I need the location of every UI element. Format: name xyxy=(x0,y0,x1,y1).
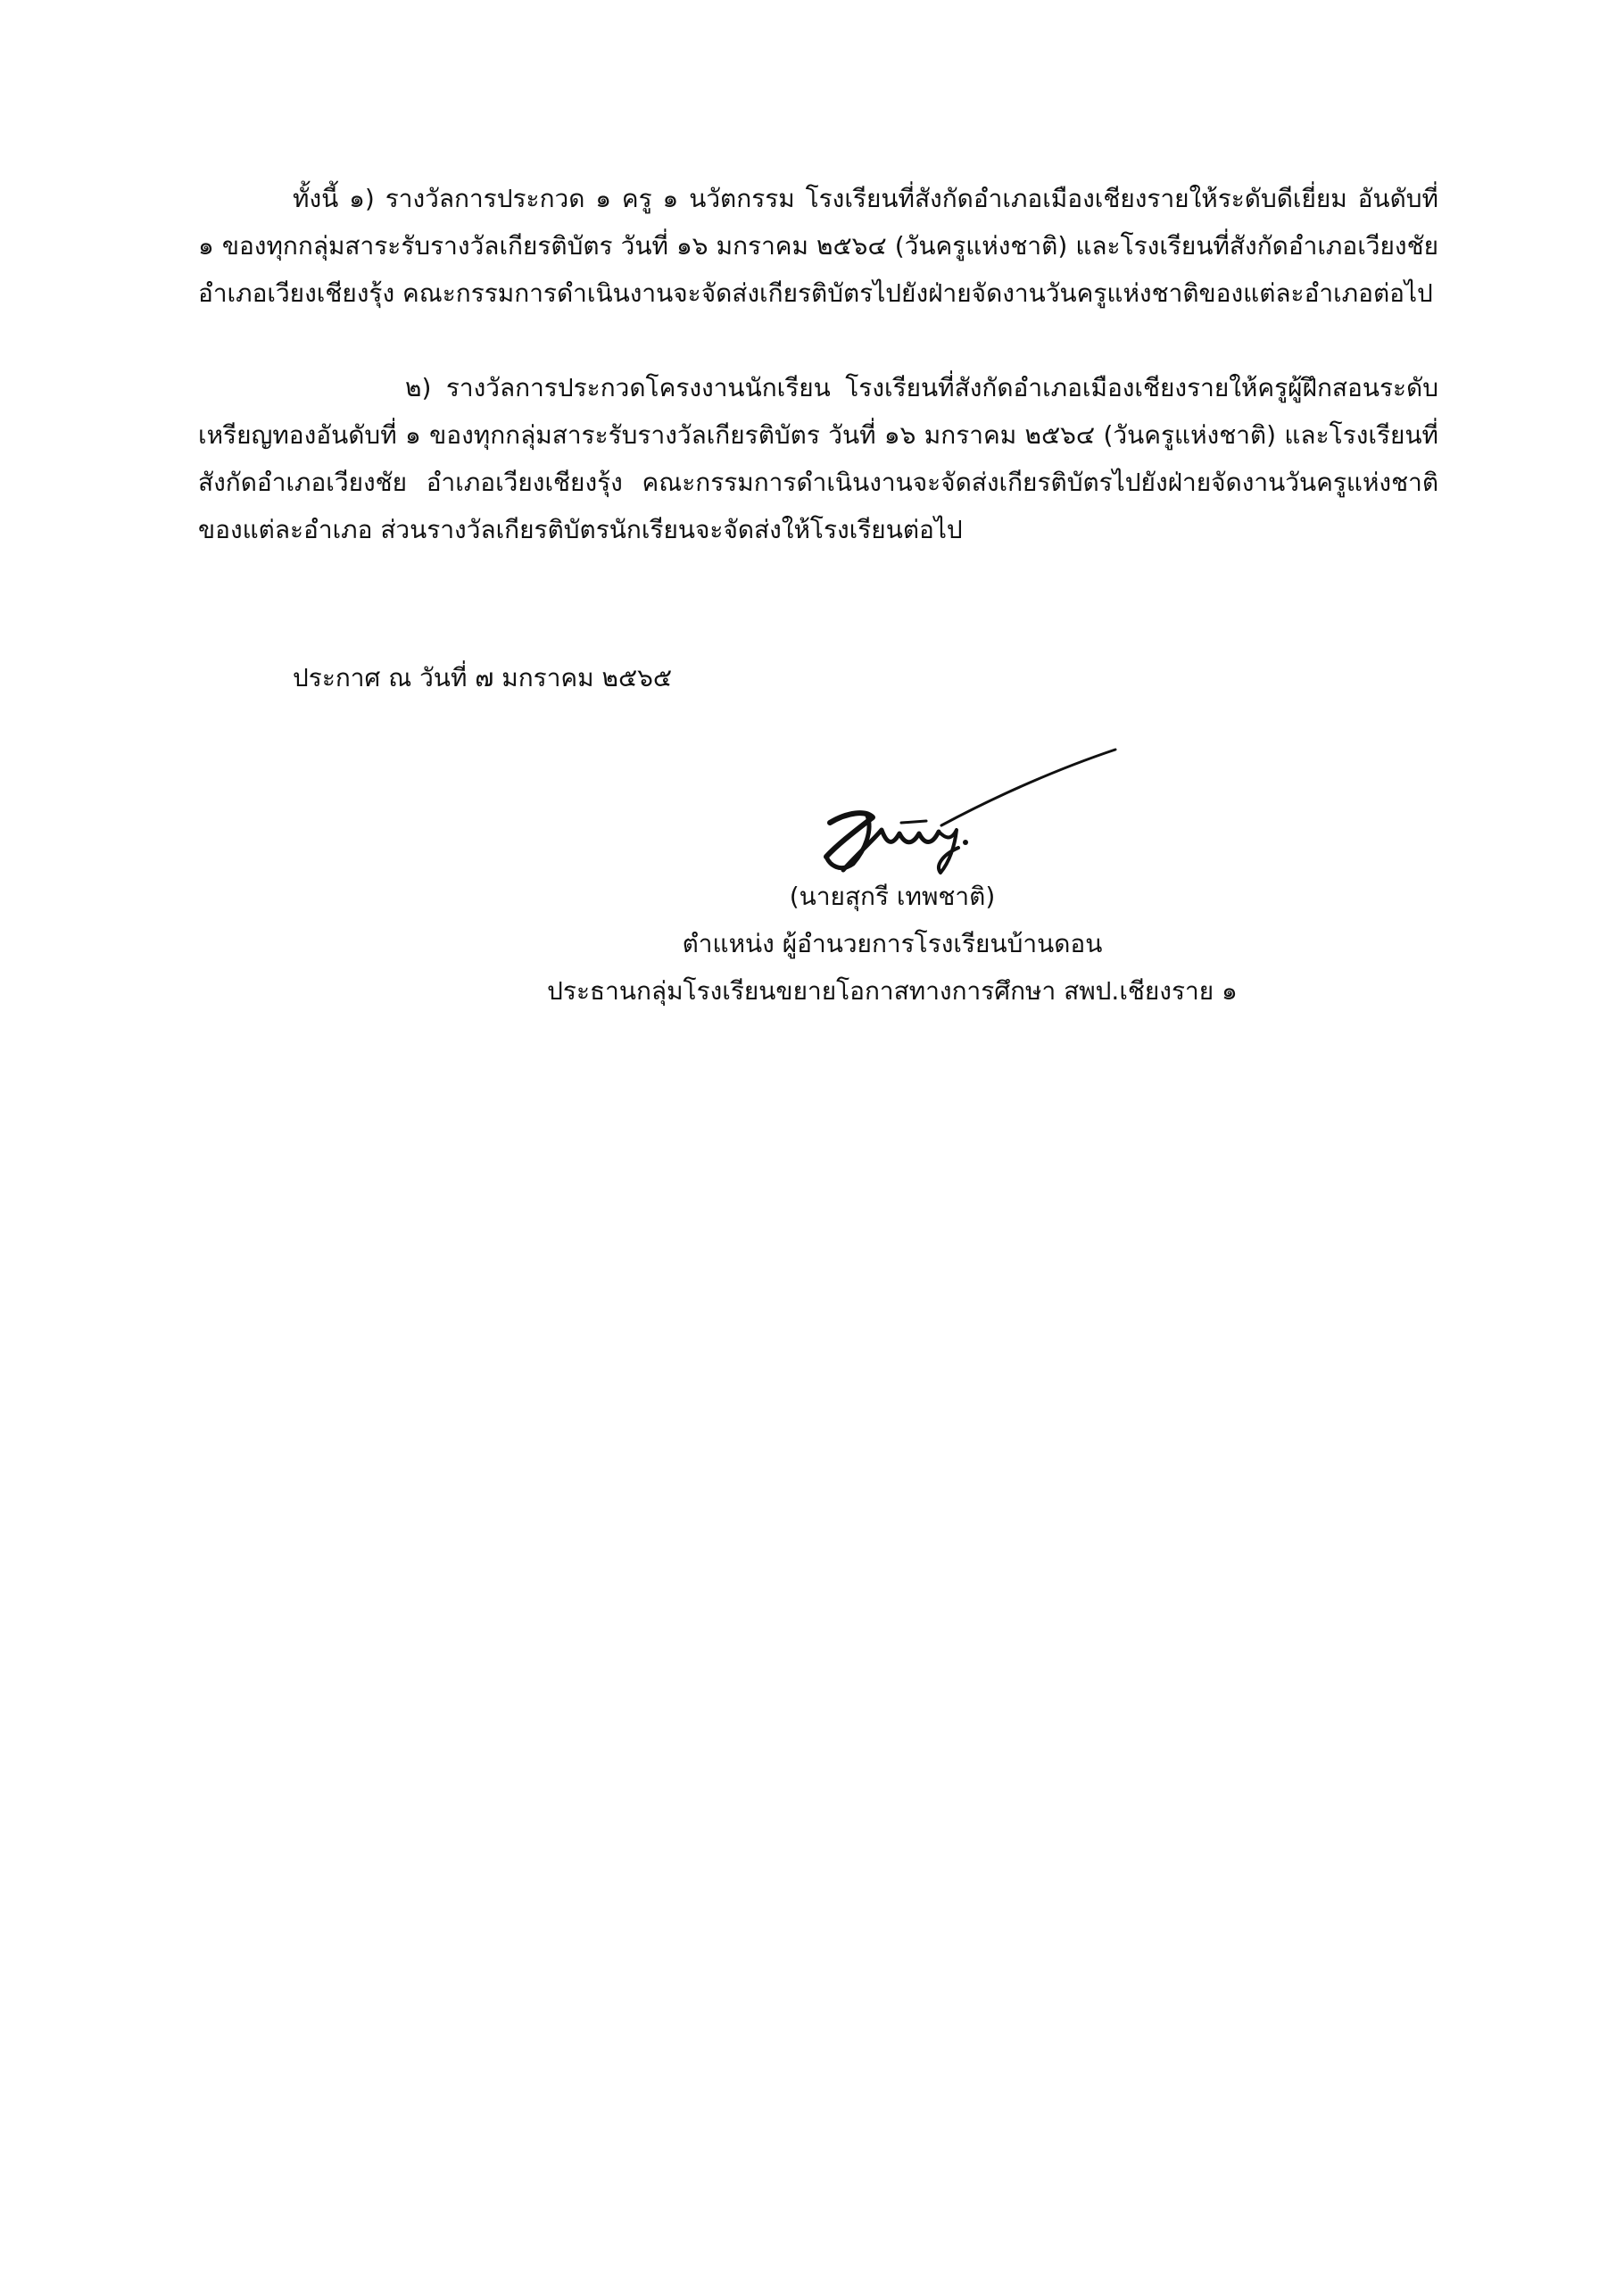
paragraph-award-innovation: ทั้งนี้ ๑) รางวัลการประกวด ๑ ครู ๑ นวัตกรรม โรงเรียนที่สังกัดอำเภอเมืองเชียงรายให้ระดับดีเยี่ยม อันดับที่ ๑ ของทุกกลุ่มสาระรับรางวัลเกียรติบัตร วันที่ ๑๖ มกราคม ๒๕๖๔ (วันครูแห่งชาติ) และโรงเรียนที่สังกัดอำเภอเวียงชัย อำเภอเวียงเชียงรุ้ง คณะกรรมการดำเนินงานจะจัดส่งเกียรติบัตรไปยังฝ่ายจัดงานวันครูแห่งชาติของแต่ละอำเภอต่อไป xyxy=(198,184,1438,308)
signatory-name: (นายสุกรี เทพชาติ) xyxy=(789,882,996,911)
handwritten-signature xyxy=(767,741,1124,892)
signatory-position: ตำแหน่ง ผู้อำนวยการโรงเรียนบ้านดอน xyxy=(682,929,1103,958)
signatory-role: ประธานกลุ่มโรงเรียนขยายโอกาสทางการศึกษา สพป.เชียงราย ๑ xyxy=(547,976,1238,1006)
signature-block xyxy=(375,873,1410,1015)
paragraph-award-project: ๒) รางวัลการประกวดโครงงานนักเรียน โรงเรียนที่สังกัดอำเภอเมืองเชียงรายให้ครูผู้ฝึกสอนระดับเหรียญทองอันดับที่ ๑ ของทุกกลุ่มสาระรับรางวัลเกียรติบัตร วันที่ ๑๖ มกราคม ๒๕๖๔ (วันครูแห่งชาติ) และโรงเรียนที่สังกัดอำเภอเวียงชัย อำเภอเวียงเชียงรุ้ง คณะกรรมการดำเนินงานจะจัดส่งเกียรติบัตรไปยังฝ่ายจัดงานวันครูแห่งชาติของแต่ละอำเภอ ส่วนรางวัลเกียรติบัตรนักเรียนจะจัดส่งให้โรงเรียนต่อไป xyxy=(198,373,1438,544)
announcement-date: ประกาศ ณ วันที่ ๗ มกราคม ๒๕๖๕ xyxy=(293,663,673,692)
